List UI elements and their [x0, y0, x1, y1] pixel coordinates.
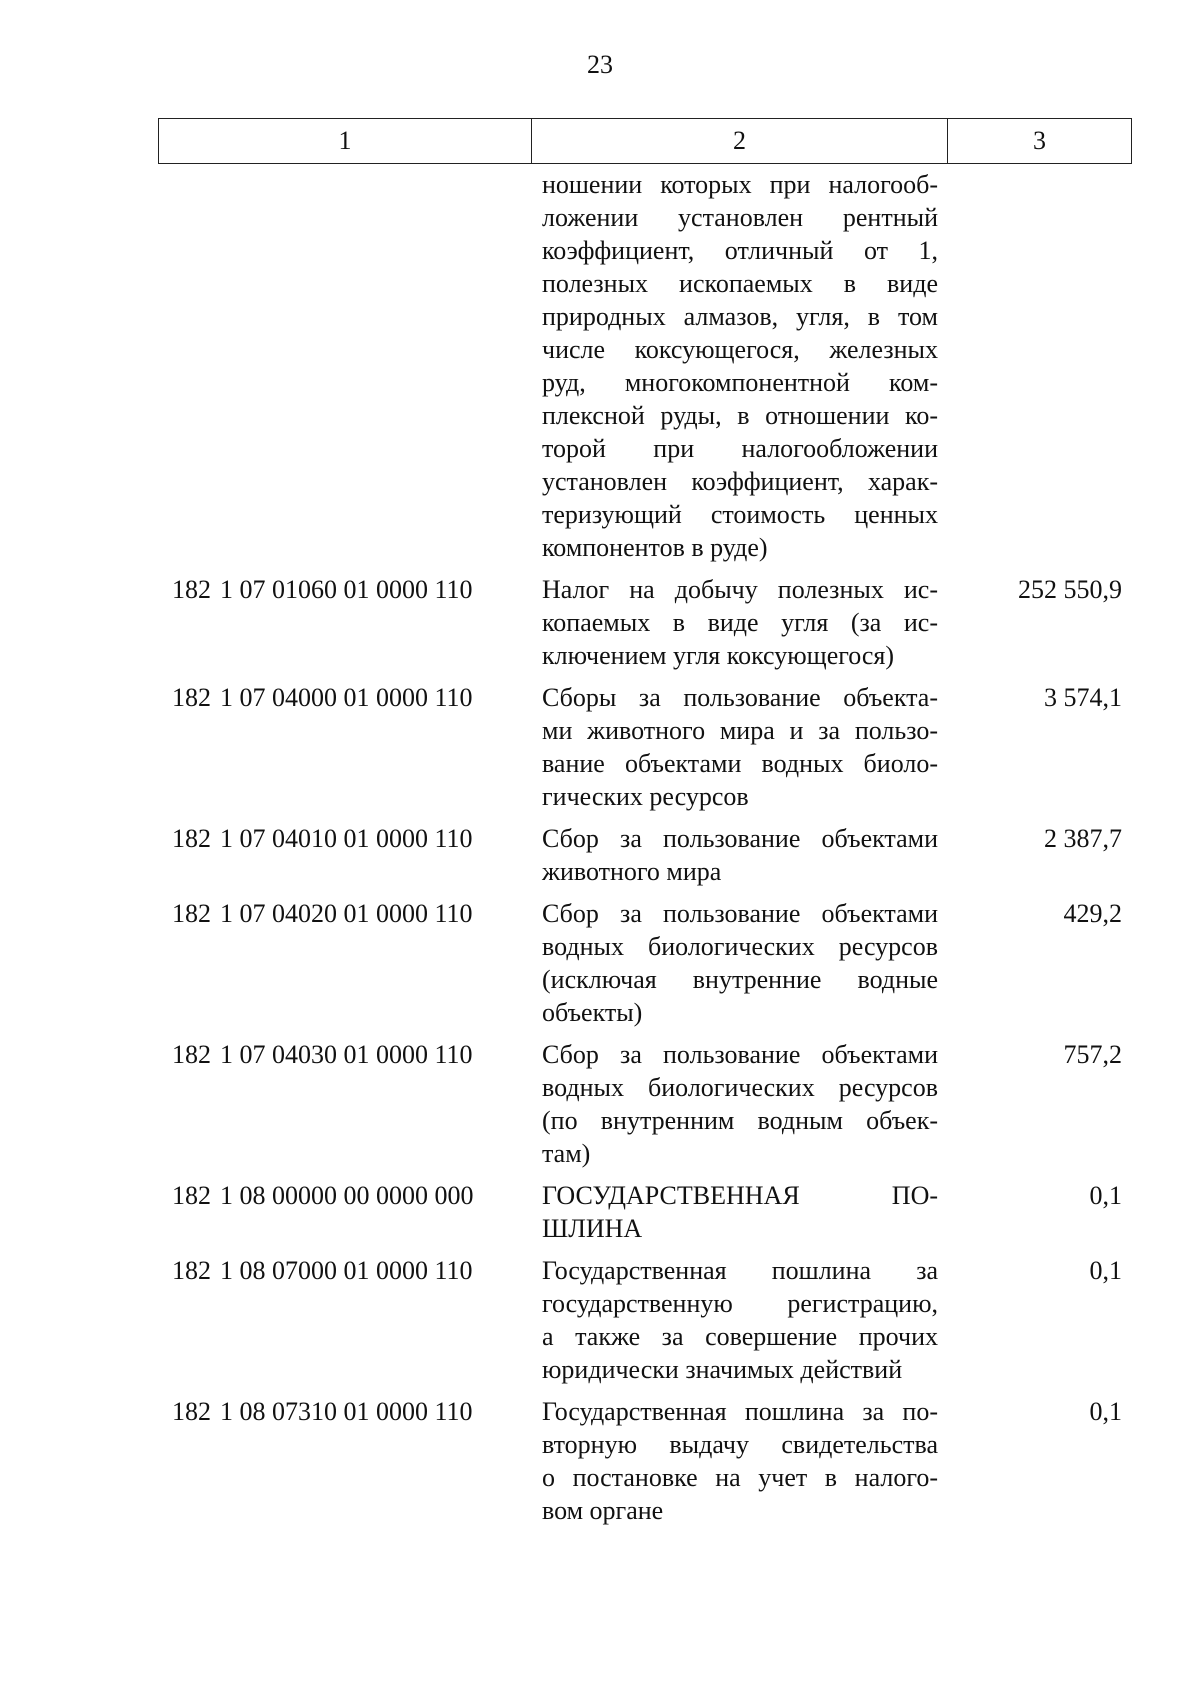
income-name-line: (по внутренним водным объек-: [542, 1106, 938, 1135]
income-name-line: полезных ископаемых в виде: [542, 269, 938, 298]
income-name-line: ложении установлен рентный: [542, 203, 938, 232]
table-row: [158, 897, 1132, 1029]
table-row: [158, 1395, 1132, 1527]
admin-code-cell: 182: [172, 899, 211, 928]
income-name-cell: [530, 1179, 946, 1245]
income-name-line: ГОСУДАРСТВЕННАЯ ПО-: [542, 1181, 938, 1210]
income-name-line: коэффициент, отличный от 1,: [542, 236, 938, 265]
admin-code-cell: 182: [172, 1181, 211, 1210]
income-name-line: ключением угля коксующегося): [542, 641, 895, 670]
table-row: [158, 1179, 1132, 1245]
amount-cell: 0,1: [1089, 1256, 1122, 1285]
budget-code-cell: 1 07 04010 01 0000 110: [220, 824, 473, 853]
income-name-line: государственную регистрацию,: [542, 1289, 938, 1318]
income-name-line: плексной руды, в отношении ко-: [542, 401, 938, 430]
income-name-line: установлен коэффициент, харак-: [542, 467, 938, 496]
table-row: [158, 573, 1132, 672]
income-name-line: о постановке на учет в налого-: [542, 1463, 938, 1492]
income-name-line: копаемых в виде угля (за ис-: [542, 608, 938, 637]
table-body: [158, 168, 1132, 1536]
admin-code-cell: 182: [172, 1040, 211, 1069]
income-name-cell: [530, 681, 946, 813]
income-name-line: Сбор за пользование объектами: [542, 824, 938, 853]
income-name-line: Сборы за пользование объекта-: [542, 683, 938, 712]
income-name-line: водных биологических ресурсов: [542, 1073, 938, 1102]
amount-cell: 3 574,1: [1044, 683, 1122, 712]
budget-code-cell: 1 07 01060 01 0000 110: [220, 575, 473, 604]
budget-code-cell: 1 08 00000 00 0000 000: [220, 1181, 474, 1210]
table-row: [158, 1038, 1132, 1170]
amount-cell: 252 550,9: [1018, 575, 1122, 604]
admin-code-cell: 182: [172, 1256, 211, 1285]
income-name-line: ми животного мира и за пользо-: [542, 716, 938, 745]
income-name-line: (исключая внутренние водные: [542, 965, 938, 994]
income-name-cell: [530, 573, 946, 672]
income-name-cell: [530, 1395, 946, 1527]
income-name-line: объекты): [542, 998, 643, 1027]
income-name-line: числе коксующегося, железных: [542, 335, 938, 364]
budget-code-cell: 1 08 07000 01 0000 110: [220, 1256, 473, 1285]
income-name-line: вторную выдачу свидетельства: [542, 1430, 938, 1459]
table-row: [158, 168, 1132, 564]
amount-cell: 0,1: [1089, 1397, 1122, 1426]
income-name-cell: [530, 897, 946, 1029]
income-name-line: юридически значимых действий: [542, 1355, 903, 1384]
table-row: [158, 1254, 1132, 1386]
header-col-2: 2: [531, 119, 947, 163]
income-name-cell: [530, 1254, 946, 1386]
income-name-line: руд, многокомпонентной ком-: [542, 368, 938, 397]
income-name-line: вом органе: [542, 1496, 664, 1525]
header-col-1: 1: [338, 126, 352, 155]
table-header: [158, 118, 1132, 164]
admin-code-cell: 182: [172, 824, 211, 853]
income-name-line: животного мира: [542, 857, 722, 886]
income-name-line: вание объектами водных биоло-: [542, 749, 938, 778]
amount-cell: 429,2: [1063, 899, 1122, 928]
budget-code-cell: 1 07 04000 01 0000 110: [220, 683, 473, 712]
admin-code-cell: 182: [172, 1397, 211, 1426]
amount-cell: 757,2: [1063, 1040, 1122, 1069]
page-number: 23: [587, 50, 613, 79]
budget-code-cell: 1 07 04020 01 0000 110: [220, 899, 473, 928]
income-name-cell: [530, 822, 946, 888]
income-name-line: гических ресурсов: [542, 782, 749, 811]
admin-code-cell: 182: [172, 683, 211, 712]
amount-cell: 0,1: [1089, 1181, 1122, 1210]
income-name-line: Государственная пошлина за: [542, 1256, 938, 1285]
budget-code-cell: 1 08 07310 01 0000 110: [220, 1397, 473, 1426]
income-name-line: ношении которых при налогооб-: [542, 170, 938, 199]
admin-code-cell: 182: [172, 575, 211, 604]
income-name-line: ШЛИНА: [542, 1214, 643, 1243]
income-name-line: Сбор за пользование объектами: [542, 899, 938, 928]
income-name-line: Государственная пошлина за по-: [542, 1397, 938, 1426]
income-name-line: водных биологических ресурсов: [542, 932, 938, 961]
amount-cell: 2 387,7: [1044, 824, 1122, 853]
income-name-line: теризующий стоимость ценных: [542, 500, 938, 529]
header-col-3: 3: [947, 119, 1131, 163]
income-name-line: там): [542, 1139, 591, 1168]
income-name-line: Налог на добычу полезных ис-: [542, 575, 938, 604]
income-name-cell: [530, 168, 946, 564]
income-name-line: компонентов в руде): [542, 533, 768, 562]
table-row: [158, 681, 1132, 813]
income-name-line: торой при налогообложении: [542, 434, 938, 463]
budget-code-cell: 1 07 04030 01 0000 110: [220, 1040, 473, 1069]
income-name-cell: [530, 1038, 946, 1170]
income-name-line: а также за совершение прочих: [542, 1322, 938, 1351]
income-name-line: природных алмазов, угля, в том: [542, 302, 938, 331]
table-row: [158, 822, 1132, 888]
income-name-line: Сбор за пользование объектами: [542, 1040, 938, 1069]
